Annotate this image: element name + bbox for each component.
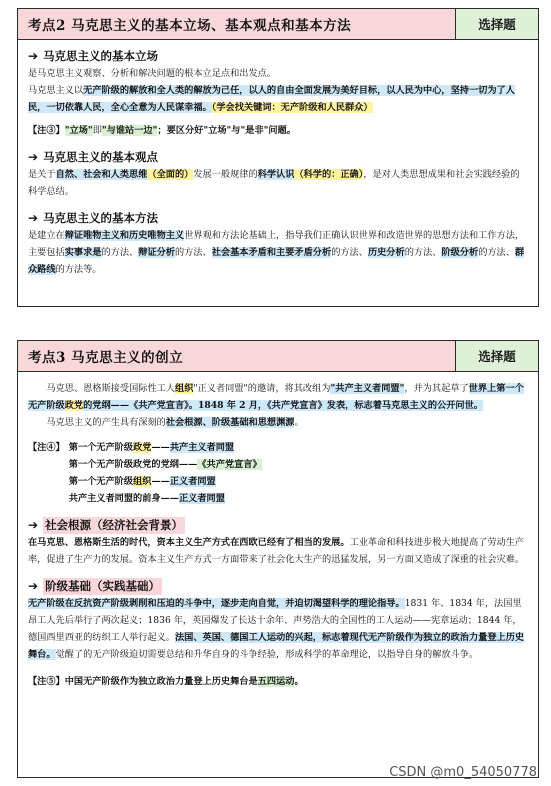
note-5: [28, 673, 528, 690]
text: 马克思主义以: [28, 85, 84, 96]
text: 觉醒了的无产阶级迫切需要总结和升华自身的斗争经验，形成科学的革命理论，以指导自身的解放斗争。: [55, 649, 479, 660]
arrow-right-icon: ➔: [28, 518, 39, 532]
text: 第一个无产阶级: [68, 442, 134, 453]
highlight-text: 社会基本矛盾和主要矛盾分析: [211, 247, 332, 258]
text: 第一个无产阶级政党的党纲——: [68, 459, 198, 470]
note-line: [69, 490, 528, 507]
section-heading: [28, 48, 528, 65]
highlight-text: 实事求是: [64, 247, 102, 258]
paragraph: [28, 534, 528, 568]
text: 是建立在: [28, 230, 65, 241]
arrow-right-icon: ➔: [28, 579, 39, 593]
text: 工业革命和科技进步极大地提高了劳动生产率，促进了生产力的发展。资本主义生产方式一方面带来了社会化大生产的迅猛发展，另一方面又造成了深重的社会灾难。: [28, 537, 525, 565]
text: 的方法等。: [55, 264, 102, 275]
text: 。: [294, 417, 304, 428]
note-4-lines: [69, 439, 528, 507]
bold-text: 中国无产阶级作为独立政治力量登上历史舞台是: [64, 676, 258, 687]
highlight-text: 自然、社会和人类思维: [55, 169, 148, 180]
text: ；要区分好"立场"与"是非"问题。: [157, 125, 296, 136]
text: "正义者同盟"的邀请，将其改组为: [193, 383, 331, 394]
note-3: [28, 122, 528, 139]
highlight-text: "共产主义者同盟": [330, 383, 405, 394]
section-title: 马克思主义的基本观点: [43, 150, 159, 164]
highlight-text: 政党: [133, 442, 152, 453]
arrow-right-icon: ➔: [28, 49, 39, 63]
highlight-text: 共产主义者同盟: [169, 442, 235, 453]
text: 第一个无产阶级: [68, 476, 134, 487]
card-kaodian-2: [17, 8, 539, 307]
highlight-text: 无产阶级的解放和全人类的解放为己任，以人的自由全面发展为美好目标，以人民为中心，坚持一切为了人民，一切依靠人民，全心全意为人民谋幸福。: [28, 85, 515, 113]
highlight-text: 辩证唯物主义和历史唯物主义: [64, 230, 185, 241]
highlight-text: 五四运动: [257, 676, 295, 687]
highlight-text: 组织: [133, 476, 152, 487]
note-line: [69, 439, 528, 456]
question-type-tag: 选择题: [455, 341, 538, 371]
highlight-text: 组织: [175, 383, 194, 394]
paragraph: [28, 380, 528, 414]
section-heading: [28, 578, 528, 595]
section-title: 阶级基础（实践基础）: [45, 579, 161, 593]
card-body: [18, 40, 538, 286]
highlight-text: "立场": [64, 125, 93, 136]
paragraph: 是马克思主义观察、分析和解决问题的根本立足点和出发点。: [28, 68, 277, 79]
text: 马克思主义的产生具有深刻的: [46, 417, 166, 428]
note-label: 【注③】: [28, 125, 65, 136]
text: 的方法、: [331, 247, 368, 258]
section-title: 社会根源（经济社会背景）: [45, 518, 184, 532]
highlight-text: 的党纲——《共产党宣言》。1848 年 2 月，《共产党宣言》发表，标志着马克思主义的公开问世。: [83, 400, 483, 411]
section-title: 马克思主义的基本方法: [43, 211, 159, 225]
highlight-text: 正义者同盟: [179, 493, 225, 504]
highlight-text: 法国、英国、德国工人运动的兴起，标志着现代无产阶级作为独立的政治力量登上历史舞台。: [28, 632, 525, 660]
highlight-text: 社会根源、阶级基础和思想渊源: [165, 417, 295, 428]
watermark: CSDN @m0_54050778: [389, 765, 537, 780]
text: 发展一般规律的: [193, 169, 258, 180]
highlight-text: 无产阶级在反抗资产阶级剥削和压迫的斗争中，逐步走向自觉，并迫切渴望科学的理论指导。: [28, 598, 405, 609]
text: ，并为其起草了: [404, 383, 469, 394]
highlight-text: 正义者同盟: [169, 476, 216, 487]
highlight-text: 群众路线: [28, 247, 525, 275]
text: 。: [294, 676, 304, 687]
card-kaodian-3: [17, 340, 539, 778]
highlight-text: 《共产党宣言》: [197, 459, 262, 470]
card-header: [18, 341, 538, 372]
bold-text: 在马克思、恩格斯生活的时代，资本主义生产方式在西欧已经有了相当的发展。: [28, 537, 350, 548]
highlight-text: （科学的：正确）: [294, 169, 364, 180]
text: ——: [151, 442, 170, 453]
highlight-text: 科学认识: [257, 169, 295, 180]
highlight-text: "与谁站一边": [101, 125, 158, 136]
text: 世界观和方法论基础上，指导我们正确认识世界和改造世界的思想方法和工作方法，主要包括: [28, 230, 525, 258]
arrow-right-icon: ➔: [28, 150, 39, 164]
note-label: 【注⑤】: [28, 676, 65, 687]
section-title: 马克思主义的基本立场: [43, 49, 159, 63]
highlight-text: （全面的）: [147, 169, 194, 180]
section-heading: [28, 517, 528, 534]
paragraph: [28, 82, 528, 116]
card-header: [18, 9, 538, 40]
arrow-right-icon: ➔: [28, 211, 39, 225]
text: 是关于: [28, 169, 56, 180]
highlight-text: 辩证分析: [138, 247, 175, 258]
paragraph: [28, 227, 528, 278]
paragraph: [28, 166, 528, 200]
note-label: 【注④】: [28, 442, 65, 453]
section-heading: [28, 210, 528, 227]
highlight-text: （学会找关键词：无产阶级和人民群众）: [211, 102, 373, 113]
card-title: 考点2 马克思主义的基本立场、基本观点和基本方法: [18, 9, 455, 39]
text: 即: [92, 125, 102, 136]
highlight-text: 政党: [64, 400, 84, 411]
text: 1831 年、1834 年，法国里昂工人先后举行了两次起义；1836 年，英国爆发了长达十余年、声势浩大的全国性的工人运动——宪章运动；1844 年，德国西里西亚的纺织工人举行起义。: [28, 598, 522, 643]
text: 的方法、: [404, 247, 442, 258]
text: ——: [151, 476, 170, 487]
note-4: [28, 439, 528, 507]
card-title: 考点3 马克思主义的创立: [18, 341, 455, 371]
text: 的方法、: [175, 247, 212, 258]
text: 共产主义者同盟的前身——: [68, 493, 179, 504]
text: 的方法、: [101, 247, 139, 258]
text: ，是对人类思想成果和社会实践经验的科学总结。: [28, 169, 520, 197]
question-type-tag: 选择题: [455, 9, 538, 39]
paragraph: [28, 595, 528, 663]
highlight-text: 世界上第一个无产阶级: [28, 383, 524, 411]
note-line: [69, 473, 528, 490]
paragraph: [28, 414, 528, 431]
card-body: [18, 372, 538, 698]
section-heading: [28, 149, 528, 166]
highlight-text: 历史分析: [367, 247, 405, 258]
text: 马克思、恩格斯接受国际性工人: [46, 383, 176, 394]
highlight-text: 阶级分析: [441, 247, 479, 258]
text: 的方法、: [478, 247, 515, 258]
note-line: [69, 456, 528, 473]
